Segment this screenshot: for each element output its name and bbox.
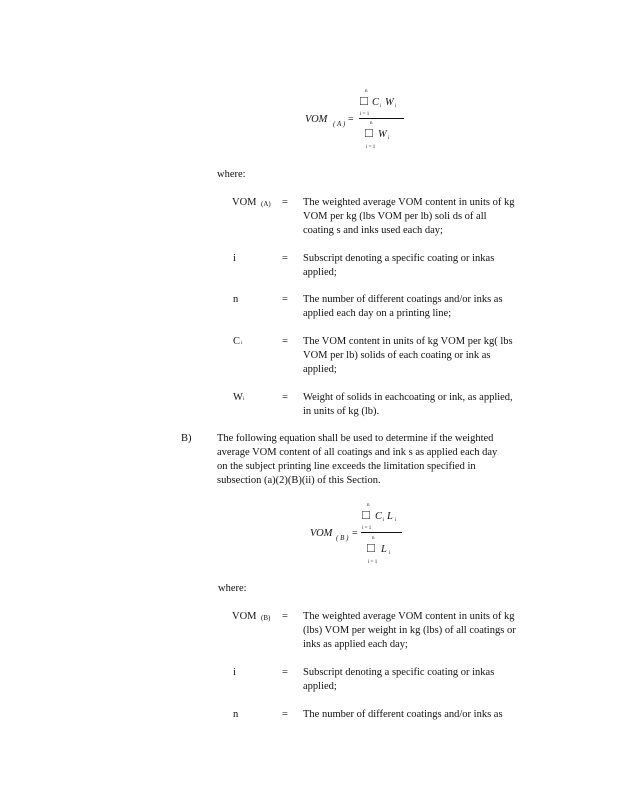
def-equals: =	[282, 392, 288, 403]
formula-b-den-l-sub: i	[389, 551, 391, 556]
def-line: Weight of solids in eachcoating or ink, as applied,	[303, 392, 513, 403]
formula-a-num-c: C	[372, 97, 380, 108]
section-b-line: on the subject printing line exceeds the limitation specified in	[217, 461, 476, 472]
def-line: The weighted average VOM content in units of kg	[303, 197, 515, 208]
summation-icon: □	[367, 540, 375, 555]
section-b-line: The following equation shall be used to determine if the weighted	[217, 433, 494, 444]
formula-a-den-w-sub: i	[388, 136, 390, 141]
formula-b-den-l: L	[381, 544, 387, 555]
formula-b-den-upper-limit: n	[372, 536, 375, 541]
def-term-sub: i	[243, 397, 245, 402]
formula-a-lower-limit: i = 1	[360, 112, 370, 117]
section-b-line: average VOM content of all coatings and ink s as applied each day	[217, 447, 498, 458]
def-equals: =	[282, 253, 288, 264]
formula-b-num-l: L	[387, 511, 393, 522]
def-line: The VOM content in units of kg VOM per kg( lbs	[303, 336, 513, 347]
def-line: (lbs) VOM per weight in kg (lbs) of all coatings or	[303, 625, 516, 636]
formula-b-den-lower-limit: i = 1	[368, 560, 378, 565]
def-line: The number of different coatings and/or inks as	[303, 709, 503, 720]
def-term: C	[233, 336, 241, 347]
def-term: n	[233, 709, 239, 720]
formula-a-den-lower-limit: i = 1	[366, 145, 376, 150]
formula-a-num-c-sub: i	[380, 104, 382, 109]
summation-icon: □	[362, 507, 370, 522]
def-equals: =	[282, 667, 288, 678]
def-term-sub: (A)	[261, 200, 271, 208]
section-b-line: subsection (a)(2)(B)(ii) of this Section.	[217, 475, 381, 486]
def-term: i	[233, 253, 236, 264]
summation-icon: □	[365, 125, 373, 140]
def-line: coating s and inks used each day;	[303, 225, 443, 236]
def-line: in units of kg (lb).	[303, 406, 380, 417]
formula-b-upper-limit: n	[367, 503, 370, 508]
def-equals: =	[282, 611, 288, 622]
formula-b-lhs: VOM	[310, 528, 333, 539]
def-equals: =	[282, 197, 288, 208]
formula-a-den-w: W	[378, 129, 387, 140]
def-line: applied;	[303, 681, 337, 692]
def-line: inks as applied each day;	[303, 639, 408, 650]
formula-a-fraction-bar	[359, 118, 404, 119]
def-equals: =	[282, 336, 288, 347]
section-b-label: B)	[181, 433, 192, 444]
def-line: VOM per kg (lbs VOM per lb) soli ds of all	[303, 211, 487, 222]
def-line: The number of different coatings and/or inks as	[303, 294, 503, 305]
formula-a-num-w: W	[385, 97, 394, 108]
def-equals: =	[282, 294, 288, 305]
def-line: The weighted average VOM content in units of kg	[303, 611, 515, 622]
formula-a-num-w-sub: i	[395, 104, 397, 109]
formula-b-lower-limit: i = 1	[362, 526, 372, 531]
formula-b-num-l-sub: i	[395, 518, 397, 523]
def-term: VOM	[232, 611, 257, 622]
def-line: applied;	[303, 364, 337, 375]
formula-a-equals: =	[348, 114, 354, 125]
def-term: W	[233, 392, 243, 403]
formula-a-lhs: VOM	[305, 114, 328, 125]
formula-b-num-c-sub: i	[383, 518, 385, 523]
formula-b-num-c: C	[375, 511, 383, 522]
formula-a-lhs-sub: ( A )	[333, 120, 346, 128]
def-term: n	[233, 294, 239, 305]
formula-b-lhs-sub: ( B )	[336, 534, 349, 542]
def-line: applied;	[303, 267, 337, 278]
def-line: applied each day on a printing line;	[303, 308, 452, 319]
formula-a-den-upper-limit: n	[370, 121, 373, 126]
where-label: where:	[217, 169, 246, 180]
where-label: where:	[218, 583, 247, 594]
def-line: VOM per lb) solids of each coating or ink as	[303, 350, 491, 361]
summation-icon: □	[360, 93, 368, 108]
def-term-sub: i	[241, 341, 243, 346]
formula-b-fraction-bar	[361, 532, 402, 533]
formula-a-upper-limit: n	[365, 89, 368, 94]
def-line: Subscript denoting a specific coating or inkas	[303, 253, 495, 264]
def-term: i	[233, 667, 236, 678]
formula-b-equals: =	[352, 528, 358, 539]
def-term: VOM	[232, 197, 257, 208]
def-equals: =	[282, 709, 288, 720]
def-term-sub: (B)	[261, 614, 271, 622]
def-line: Subscript denoting a specific coating or inkas	[303, 667, 495, 678]
